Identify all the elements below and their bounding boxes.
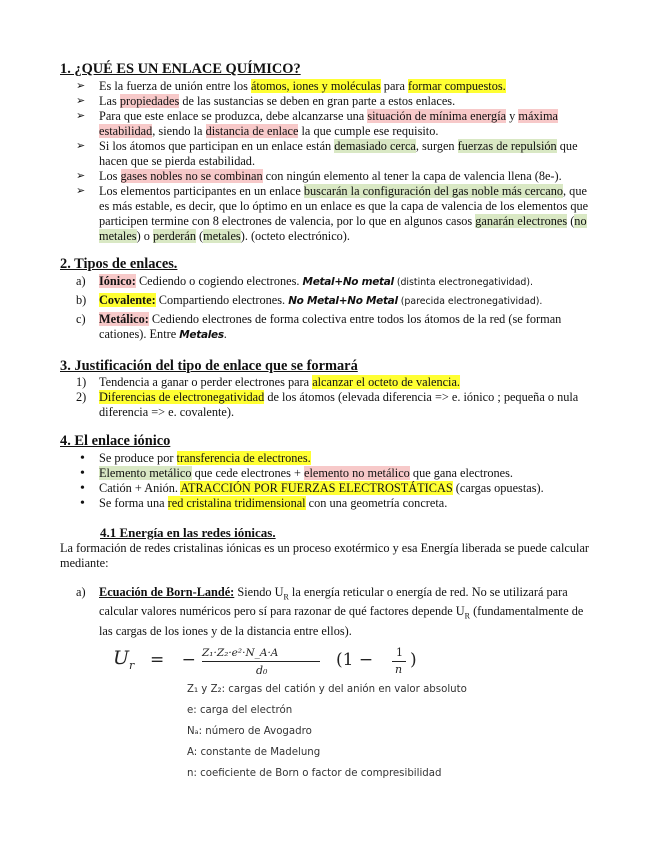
section-4-title: 4. El enlace iónico — [60, 433, 171, 449]
formula-factor-denominator: n — [395, 663, 403, 676]
fraction-bar — [202, 661, 320, 662]
list-item: a) Iónico: Cediendo o cogiendo electrones. Metal+No metal (distinta electronegatividad). — [76, 274, 534, 288]
arrow-bullet-icon: ➢ — [76, 110, 86, 122]
bullet-dot-icon: • — [80, 481, 85, 496]
arrow-bullet-icon: ➢ — [76, 170, 86, 182]
section-2-title: 2. Tipos de enlaces. — [60, 256, 178, 272]
formula-factor-numerator: 1 — [396, 646, 403, 659]
list-item: 1) Tendencia a ganar o perder electrones para alcanzar el octeto de valencia. — [76, 375, 460, 389]
arrow-bullet-icon: ➢ — [76, 185, 86, 197]
section-3-title: 3. Justificación del tipo de enlace que se formará — [60, 358, 358, 374]
section-4-list — [76, 451, 596, 511]
legend-line: Nₐ: número de Avogadro — [187, 726, 312, 737]
arrow-bullet-icon: ➢ — [76, 140, 86, 152]
bullet-dot-icon: • — [80, 496, 85, 511]
list-item: ➢ Si los átomos que participan en un enlace están demasiado cerca, surgen fuerzas de repulsión que hacen que se pierda estabilidad. — [76, 139, 578, 168]
legend-line: A: constante de Madelung — [187, 747, 321, 758]
paragraph: La formación de redes cristalinas iónicas es un proceso exotérmico y esa Energía liberada se puede calcular mediante: — [60, 541, 589, 570]
list-item: ➢ Los elementos participantes en un enlace buscarán la configuración del gas noble más cercano, que es más estable, es decir, que lo óptimo en un enlace es que la capa de valencia de los elementos que participen termine con 8 electrones de valencia, por lo que en algunos casos ganarán electrones (no metales) o perderán (metales). (octeto electrónico). — [76, 184, 589, 243]
formula-close-paren: ) — [410, 650, 417, 670]
list-item: • Se forma una red cristalina tridimensional con una geometría concreta. — [80, 496, 448, 511]
legend-line: e: carga del electrón — [187, 705, 293, 716]
subsection-title: 4.1 Energía en las redes iónicas. — [100, 525, 276, 540]
born-lande-item: a) Ecuación de Born-Landé: Siendo $U_R$ la energía reticular o energía de red. No se utilizará para calcular valores numéricos pero sí para razonar de qué factores depende $U_R$ (fundamentalmente de las cargas de los iones y de la distancia entre ellos). — [76, 585, 584, 638]
formula-lhs: $U_r$ — [113, 647, 135, 672]
formula-equals: = − — [150, 650, 202, 670]
legend-line: n: coeficiente de Born o factor de compresibilidad — [187, 768, 442, 779]
list-item: • Catión + Anión. ATRACCIÓN POR FUERZAS ELECTROSTÁTICAS (cargas opuestas). — [80, 481, 544, 496]
bullet-dot-icon: • — [80, 451, 85, 466]
list-item: • Elemento metálico que cede electrones + elemento no metálico que gana electrones. — [80, 466, 513, 481]
list-item: ➢ Para que este enlace se produzca, debe alcanzarse una situación de mínima energía y máxima estabilidad, siendo la distancia de enlace la que cumple ese requisito. — [76, 109, 559, 138]
list-item: ➢ Los gases nobles no se combinan con ningún elemento al tener la capa de valencia llena (8e-). — [76, 169, 562, 183]
arrow-bullet-icon: ➢ — [76, 80, 86, 92]
section-2-list — [76, 274, 596, 343]
born-lande-formula — [110, 645, 440, 681]
section-1-title: 1. ¿QUÉ ES UN ENLACE QUÍMICO? — [60, 61, 301, 77]
list-item: ➢ Las propiedades de las sustancias se deben en gran parte a estos enlaces. — [76, 94, 456, 108]
bullet-dot-icon: • — [80, 466, 85, 481]
list-item: c) Metálico: Cediendo electrones de forma colectiva entre todos los átomos de la red (se forman cationes). Entre Metales. — [76, 312, 562, 341]
list-item: • Se produce por transferencia de electrones. — [80, 451, 311, 466]
arrow-bullet-icon: ➢ — [76, 95, 86, 107]
legend-line: Z₁ y Z₂: cargas del catión y del anión en valor absoluto — [187, 684, 467, 695]
formula-factor: (1 − — [336, 650, 374, 670]
list-item: 2) Diferencias de electronegatividad de los átomos (elevada diferencia => e. iónico ; pequeña o nula diferencia => e. covalente). — [76, 390, 579, 419]
formula-numerator: Z₁·Z₂·e²·N_A·A — [202, 647, 279, 659]
section-1-list — [76, 79, 596, 244]
list-item: b) Covalente: Compartiendo electrones. No Metal+No Metal (parecida electronegatividad). — [76, 293, 543, 307]
formula-denominator: d₀ — [256, 664, 268, 677]
list-item: ➢ Es la fuerza de unión entre los átomos, iones y moléculas para formar compuestos. — [76, 79, 506, 93]
section-3-list — [76, 375, 596, 420]
